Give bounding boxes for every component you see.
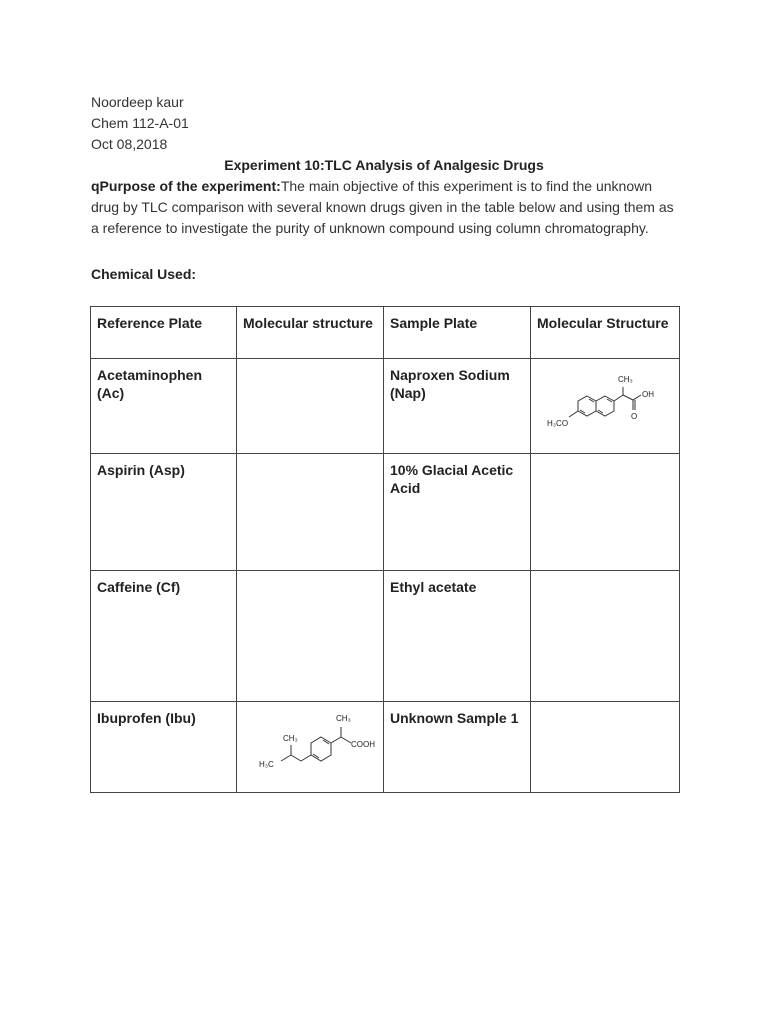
- reference-cell: Caffeine (Cf): [91, 571, 237, 702]
- structure-cell-empty: [531, 454, 680, 571]
- author-name: Noordeep kaur: [91, 94, 184, 110]
- purpose-text: The main objective of this experiment is to find the unknown drug by TLC comparison with several known drugs given in the table below and using them as a reference to investigate the purity of unknown compound using column chromatography.: [91, 178, 674, 236]
- ibuprofen-structure-cell: [237, 702, 384, 793]
- reference-cell: Acetaminophen (Ac): [91, 359, 237, 454]
- reference-cell: Aspirin (Asp): [91, 454, 237, 571]
- header-cell-reference-plate: Reference Plate: [91, 307, 237, 359]
- header-cell-molecular-structure: Molecular structure: [237, 307, 384, 359]
- sample-cell: Naproxen Sodium (Nap): [384, 359, 531, 454]
- table-row: [91, 359, 680, 454]
- header-cell-molecular-structure-2: Molecular Structure: [531, 307, 680, 359]
- ibuprofen-ch3-top-label: CH₃: [336, 714, 351, 723]
- sample-cell: Unknown Sample 1: [384, 702, 531, 793]
- ibuprofen-cooh-label: COOH: [351, 740, 375, 749]
- structure-cell-empty: [531, 571, 680, 702]
- table-row: [91, 702, 680, 793]
- structure-cell-empty: [237, 454, 384, 571]
- naproxen-structure-cell: [531, 359, 680, 454]
- chemicals-label: Chemical Used:: [91, 266, 197, 282]
- header-cell-sample-plate: Sample Plate: [384, 307, 531, 359]
- chemicals-table: [90, 306, 680, 793]
- experiment-title: Experiment 10:TLC Analysis of Analgesic Drugs: [224, 157, 544, 173]
- naproxen-structure-diagram: [537, 366, 680, 446]
- table-header-row: [91, 307, 680, 359]
- ibuprofen-h3c-label: H₃C: [259, 760, 274, 769]
- purpose-paragraph: [91, 176, 681, 239]
- reference-cell: Ibuprofen (Ibu): [91, 702, 237, 793]
- sample-cell: Ethyl acetate: [384, 571, 531, 702]
- naproxen-h3co-label: H₃CO: [547, 419, 569, 428]
- table-row: [91, 454, 680, 571]
- report-date: Oct 08,2018: [91, 136, 168, 152]
- naproxen-o-label: O: [631, 412, 638, 421]
- course-code: Chem 112-A-01: [91, 115, 189, 131]
- purpose-label: qPurpose of the experiment:: [91, 178, 281, 194]
- ibuprofen-structure-diagram: [243, 709, 384, 785]
- structure-cell-empty: [237, 571, 384, 702]
- sample-cell: 10% Glacial Acetic Acid: [384, 454, 531, 571]
- naproxen-oh-label: OH: [642, 390, 654, 399]
- ibuprofen-ch3-left-label: CH₃: [283, 734, 298, 743]
- table-row: [91, 571, 680, 702]
- structure-cell-empty: [237, 359, 384, 454]
- structure-cell-empty: [531, 702, 680, 793]
- naproxen-ch3-label: CH₃: [618, 375, 633, 384]
